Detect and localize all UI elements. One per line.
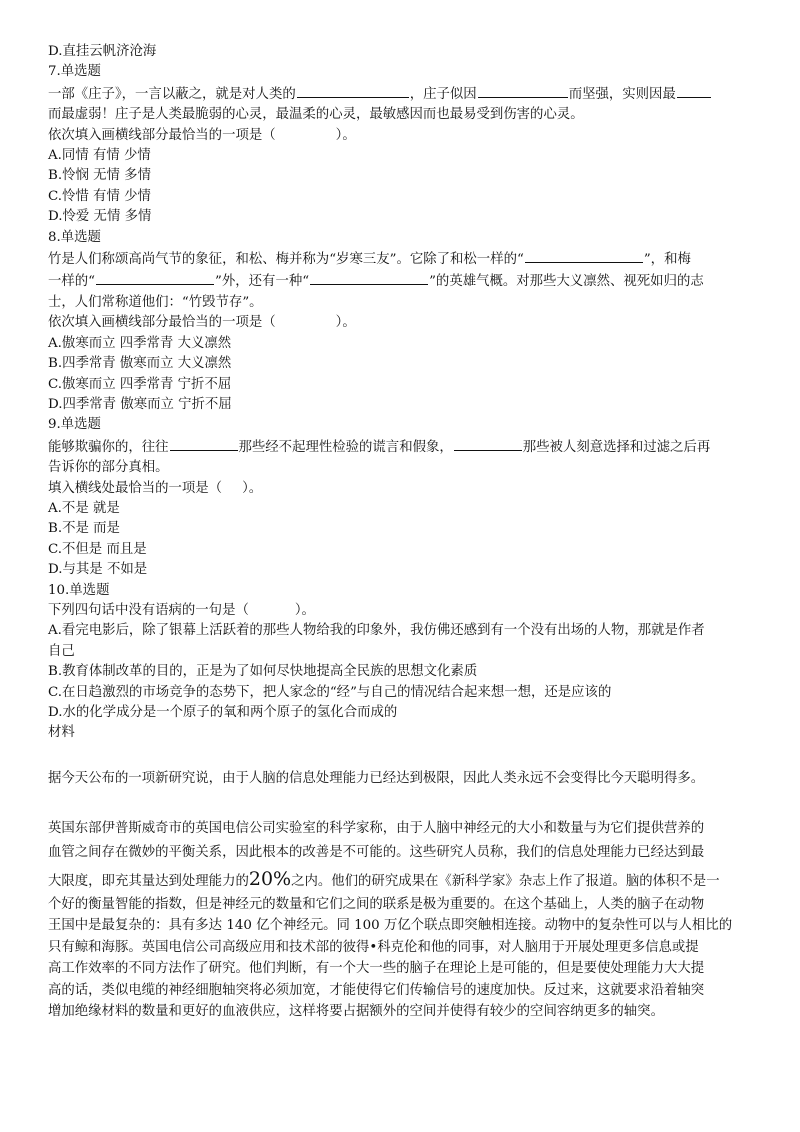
q10-prompt-text: ）。 xyxy=(294,602,315,618)
q9-blank-2 xyxy=(454,436,522,451)
material-p2-line6: 只有鲸和海豚。英国电信公司高级应用和技术部的彼得•科克伦和他的同事，对人脑用于开展处理更多信息或提 xyxy=(48,939,699,955)
q8-blank-2 xyxy=(96,270,214,285)
q8-stem-line3: 士，人们常称道他们：“竹毁节存”。 xyxy=(48,294,263,310)
q8-header: 8.单选题 xyxy=(48,229,101,245)
q7-option-a[interactable]: A.同情 有情 少情 xyxy=(48,148,151,164)
q8-prompt xyxy=(48,313,753,333)
material-p2-line9: 增加绝缘材料的数量和更好的血液供应，这样将要占据额外的空间并使得有较少的空间容纳更多的轴突。 xyxy=(48,1004,664,1020)
q9-header: 9.单选题 xyxy=(48,417,101,433)
material-paragraph-1: 据今天公布的一项新研究说，由于人脑的信息处理能力已经达到极限，因此人类永远不会变得比今天聪明得多。 xyxy=(48,770,705,786)
q10-prompt xyxy=(48,601,753,621)
q7-prompt xyxy=(48,126,753,146)
q10-header: 10.单选题 xyxy=(48,582,110,598)
q8-option-c[interactable]: C.傲寒而立 四季常青 宁折不屈 xyxy=(48,376,232,392)
q7-stem-text: 一部《庄子》，一言以蔽之，就是对人类的 xyxy=(48,86,296,102)
q8-option-a[interactable]: A.傲寒而立 四季常青 大义凛然 xyxy=(48,335,232,351)
q8-stem-text: ”的英雄气概。对那些大义凛然、视死如归的志 xyxy=(429,274,704,290)
q7-option-d[interactable]: D.怜爱 无情 多情 xyxy=(48,209,152,225)
q10-option-a[interactable]: A.看完电影后，除了银幕上活跃着的那些人物给我的印象外，我仿佛还感到有一个没有出场的人物，那就是作者 xyxy=(48,623,705,639)
q8-stem-text: ”，和梅 xyxy=(643,252,691,268)
q7-blank-1 xyxy=(297,83,409,98)
q7-stem-line1 xyxy=(48,83,753,105)
q8-option-d[interactable]: D.四季常青 傲寒而立 宁折不屈 xyxy=(48,396,232,412)
q7-blank-3 xyxy=(677,83,711,98)
q9-stem-line1 xyxy=(48,436,753,458)
material-p2-line7: 高工作效率的不同方法作了研究。他们判断，有一个大一些的脑子在理论上是可能的，但是要使处理能力大大提 xyxy=(48,961,705,977)
material-p2-line2: 血管之间存在微妙的平衡关系，因此根本的改善是不可能的。这些研究人员称，我们的信息处理能力已经达到最 xyxy=(48,844,705,860)
q7-stem-text: ，庄子似因 xyxy=(409,86,477,102)
q10-option-c[interactable]: C.在日趋激烈的市场竞争的态势下，把人家念的“经”与自己的情况结合起来想一想，还是应该的 xyxy=(48,684,612,700)
q8-stem-text: 竹是人们称颂高尚气节的象征，和松、梅并称为“岁寒三友”。它除了和松一样的“ xyxy=(48,252,524,268)
material-p2-line3 xyxy=(48,869,753,894)
q9-blank-1 xyxy=(170,436,238,451)
q9-option-c[interactable]: C.不但是 而且是 xyxy=(48,541,147,557)
q7-header: 7.单选题 xyxy=(48,64,101,80)
q7-prompt-text: 依次填入画横线部分最恰当的一项是（ xyxy=(48,127,276,143)
exam-page xyxy=(48,42,753,1022)
material-label: 材料 xyxy=(48,725,75,741)
q7-stem-line2: 而最虚弱！庄子是人类最脆弱的心灵，最温柔的心灵，最敏感因而也最易受到伤害的心灵。 xyxy=(48,107,584,123)
q7-stem-text: 而坚强，实则因最 xyxy=(568,86,676,102)
q8-blank-1 xyxy=(525,248,643,263)
q9-stem-text: 那些经不起理性检验的谎言和假象， xyxy=(238,439,453,455)
percentage-value: 20% xyxy=(248,868,292,891)
q8-stem-line2 xyxy=(48,270,753,292)
q9-stem-text: 那些被人刻意选择和过滤之后再 xyxy=(522,439,711,455)
q8-prompt-text: 依次填入画横线部分最恰当的一项是（ xyxy=(48,315,276,331)
q7-option-c[interactable]: C.怜惜 有情 少情 xyxy=(48,188,151,204)
q10-option-b[interactable]: B.教育体制改革的目的，正是为了如何尽快地提高全民族的思想文化素质 xyxy=(48,664,478,680)
q9-prompt xyxy=(48,479,753,499)
q9-prompt-text: 填入横线处最恰当的一项是（ xyxy=(48,480,223,496)
q8-blank-3 xyxy=(310,270,428,285)
q10-option-a-cont[interactable]: 自己 xyxy=(48,643,75,659)
q9-stem-line2: 告诉你的部分真相。 xyxy=(48,460,169,476)
q9-option-a[interactable]: A.不是 就是 xyxy=(48,500,120,516)
material-p2-line5: 王国中是最复杂的：具有多达 140 亿个神经元。同 100 万亿个联点即突触相连接。动物中的复杂性可以与人相比的 xyxy=(48,918,733,934)
q9-option-b[interactable]: B.不是 而是 xyxy=(48,521,120,537)
q10-option-d[interactable]: D.水的化学成分是一个原子的氧和两个原子的氢化合而成的 xyxy=(48,705,398,720)
q7-prompt-text: ）。 xyxy=(335,127,356,143)
q9-prompt-text: ）。 xyxy=(242,480,263,496)
q9-stem-text: 能够欺骗你的，往往 xyxy=(48,439,169,455)
q8-option-b[interactable]: B.四季常青 傲寒而立 大义凛然 xyxy=(48,356,232,372)
q8-stem-text: 一样的“ xyxy=(48,274,96,290)
q6-option-d[interactable]: D.直挂云帆济沧海 xyxy=(48,44,157,59)
material-p2-line4: 个好的衡量智能的指数，但是神经元的数量和它们之间的联系是极为重要的。在这个基础上，人类的脑子在动物 xyxy=(48,897,705,913)
q9-option-d[interactable]: D.与其是 不如是 xyxy=(48,562,148,578)
material-text: 之内。他们的研究成果在《新科学家》杂志上作了报道。脑的体积不是一 xyxy=(291,874,720,890)
q8-stem-text: ”外，还有一种“ xyxy=(215,274,310,290)
q8-stem-line1 xyxy=(48,248,753,270)
material-text: 大限度，即充其量达到处理能力的 xyxy=(48,874,249,890)
material-p2-line1: 英国东部伊普斯威奇市的英国电信公司实验室的科学家称，由于人脑中神经元的大小和数量与为它们提供营养的 xyxy=(48,821,705,837)
q8-prompt-text: ）。 xyxy=(335,315,356,331)
q7-blank-2 xyxy=(478,83,568,98)
material-p2-line8: 高的话，类似电缆的神经细胞轴突将必须加宽，才能使得它们传输信号的速度加快。反过来，这就要求沿着轴突 xyxy=(48,982,705,998)
q7-option-b[interactable]: B.怜悯 无情 多情 xyxy=(48,168,151,184)
q10-prompt-text: 下列四句话中没有语病的一句是（ xyxy=(48,602,249,618)
